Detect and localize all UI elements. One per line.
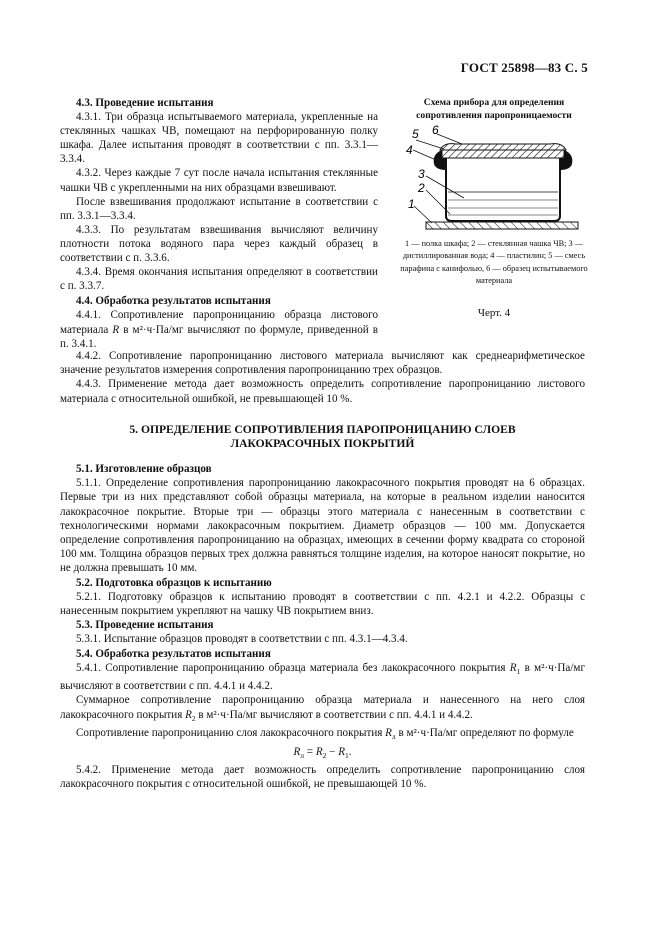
p541-text-a: 5.4.1. Сопротивление паропроницанию образца материала без лакокрасочного покрытия xyxy=(76,661,510,674)
heading-5-2: 5.2. Подготовка образцов к испытанию xyxy=(76,576,272,589)
paragraph-5-4-1 xyxy=(60,661,585,694)
section-5-title-line1: 5. ОПРЕДЕЛЕНИЕ СОПРОТИВЛЕНИЯ ПАРОПРОНИЦАНИЮ СЛОЕВ xyxy=(129,423,516,436)
page-header: ГОСТ 25898—83 С. 5 xyxy=(460,60,588,75)
heading-5-4: 5.4. Обработка результатов испытания xyxy=(76,647,271,660)
paragraph-after-weighing: После взвешивания продолжают испытание в соответствии с пп. 3.3.1—3.3.4. xyxy=(60,195,378,222)
figure-caption: 1 — полка шкафа; 2 — стеклянная чашка ЧВ; 3 — дистиллированная вода; 4 — пластилин; 5 — смесь парафина с канифолью, 6 — образец испытываемого материала xyxy=(400,239,588,285)
heading-5-1: 5.1. Изготовление образцов xyxy=(76,463,212,475)
label-2: 2 xyxy=(418,181,425,195)
paragraph-5-1-1: 5.1.1. Определение сопротивления паропроницанию лакокрасочного покрытия проводят на 6 образцах. Первые три из них представляют собой образцы материала, на которые в реальном изделии наносится лакокрасочное покрытие. Вторые три — образцы этого материала с нанесенным в соответствии с технологическими нормами лакокрасочным покрытием. Диаметр образцов — 100 мм. Допускается определение сопротивления паропроницанию на образцах, имеющих в сечении форму квадрата со стороной 100 мм. Толщина образцов первых трех должна равняться толщине изделия, на которое наносят покрытие, но не должна превышать 10 мм. xyxy=(60,477,585,575)
paragraph-4-4-3: 4.4.3. Применение метода дает возможность определить сопротивление паропроницанию листового материала с относительной ошибкой, не превышающей 10 %. xyxy=(60,378,585,405)
paragraph-4-3-2: 4.3.2. Через каждые 7 сут после начала испытания стеклянные чашки ЧВ с укрепленными на них образцами взвешивают. xyxy=(60,167,378,194)
paragraph-layer xyxy=(60,726,585,744)
paragraph-5-2-1: 5.2.1. Подготовку образцов к испытанию проводят в соответствии с пп. 4.2.1 и 4.2.2. Образцы с нанесенным покрытием укрепляют на чашку ЧВ покрытием вниз. xyxy=(60,590,585,618)
player-text-a: Сопротивление паропроницанию слоя лакокрасочного покрытия xyxy=(76,727,386,740)
sub-l: л xyxy=(391,732,396,742)
paraffin-mixture xyxy=(440,144,566,150)
paragraph-4-4-2: 4.4.2. Сопротивление паропроницанию листового материала вычисляют как среднеарифметическое значение результатов измерения сопротивления паропроницанию трех образцов. xyxy=(60,350,585,377)
heading-4-4: 4.4. Обработка результатов испытания xyxy=(76,295,271,308)
shelf xyxy=(426,222,578,229)
section-5 xyxy=(60,423,585,791)
test-sample xyxy=(442,150,564,158)
p441-text-a: 4.4.1. Сопротивление паропроницанию образца листового материала xyxy=(60,309,378,336)
figure-4 xyxy=(395,96,593,319)
player-text-b: в м²·ч·Па/мг определяют по формуле xyxy=(395,727,574,740)
distilled-water xyxy=(448,192,558,215)
p441-text-b: в м²·ч·Па/мг вычисляют по формуле, приведенной в п. 3.4.1. xyxy=(60,323,378,350)
figure-label: Черт. 4 xyxy=(477,307,511,320)
figure-title: Схема прибора для определения сопротивления паропроницаемости xyxy=(416,97,572,121)
label-1: 1 xyxy=(408,197,415,211)
psum-text-b: в м²·ч·Па/мг вычисляют в соответствии с пп. 4.4.1 и 4.4.2. xyxy=(195,708,473,721)
glass-cup xyxy=(446,158,560,221)
heading-5-3: 5.3. Проведение испытания xyxy=(76,619,214,632)
symbol-r2: R xyxy=(185,708,192,721)
paragraph-4-3-4: 4.3.4. Время окончания испытания определяют в соответствии с п. 3.3.7. xyxy=(60,266,378,293)
p541-text-b: в м²·ч·Па/мг вычисляют в соответствии с пп. 4.4.1 и 4.4.2. xyxy=(60,661,586,693)
formula: $R_л = R_2 - R_1$. xyxy=(293,745,352,760)
apparatus-diagram xyxy=(404,124,584,236)
paragraph-sum xyxy=(60,693,585,726)
heading-4-3: 4.3. Проведение испытания xyxy=(76,97,214,109)
label-3: 3 xyxy=(418,167,425,181)
symbol-r1: R xyxy=(509,661,517,674)
label-4: 4 xyxy=(406,143,413,157)
symbol-r: R xyxy=(112,323,120,336)
paragraph-4-3-3: 4.3.3. По результатам взвешивания вычисляют величину плотности потока водяного пара через каждый образец в соответствии с п. 3.3.6. xyxy=(60,223,378,265)
psum-text-a: Суммарное сопротивление паропроницанию образца материала и нанесенного на него слоя лакокрасочного покрытия xyxy=(60,694,585,721)
paragraph-5-3-1: 5.3.1. Испытание образцов проводят в соответствии с пп. 4.3.1—4.3.4. xyxy=(76,633,408,646)
label-5: 5 xyxy=(412,127,419,141)
label-6: 6 xyxy=(432,124,439,137)
continuation-block xyxy=(60,349,585,406)
paragraph-5-4-2: 5.4.2. Применение метода дает возможность определить сопротивление паропроницанию слоя лакокрасочного покрытия с относительной ошибкой, не превышающей 10 %. xyxy=(60,763,585,791)
paragraph-4-3-1: 4.3.1. Три образца испытываемого материала, укрепленные на стеклянных чашках ЧВ, помещают на перфорированную полку шкафа. Далее испытания проводят в соответствии с пп. 3.3.1—3.3.4. xyxy=(60,111,378,166)
left-column xyxy=(60,96,378,351)
sub-1: 1 xyxy=(516,667,521,677)
paragraph-4-4-1 xyxy=(60,308,378,350)
section-5-title-line2: ЛАКОКРАСОЧНЫХ ПОКРЫТИЙ xyxy=(230,437,415,450)
symbol-rl: R xyxy=(385,727,392,740)
sub-2: 2 xyxy=(191,713,196,723)
